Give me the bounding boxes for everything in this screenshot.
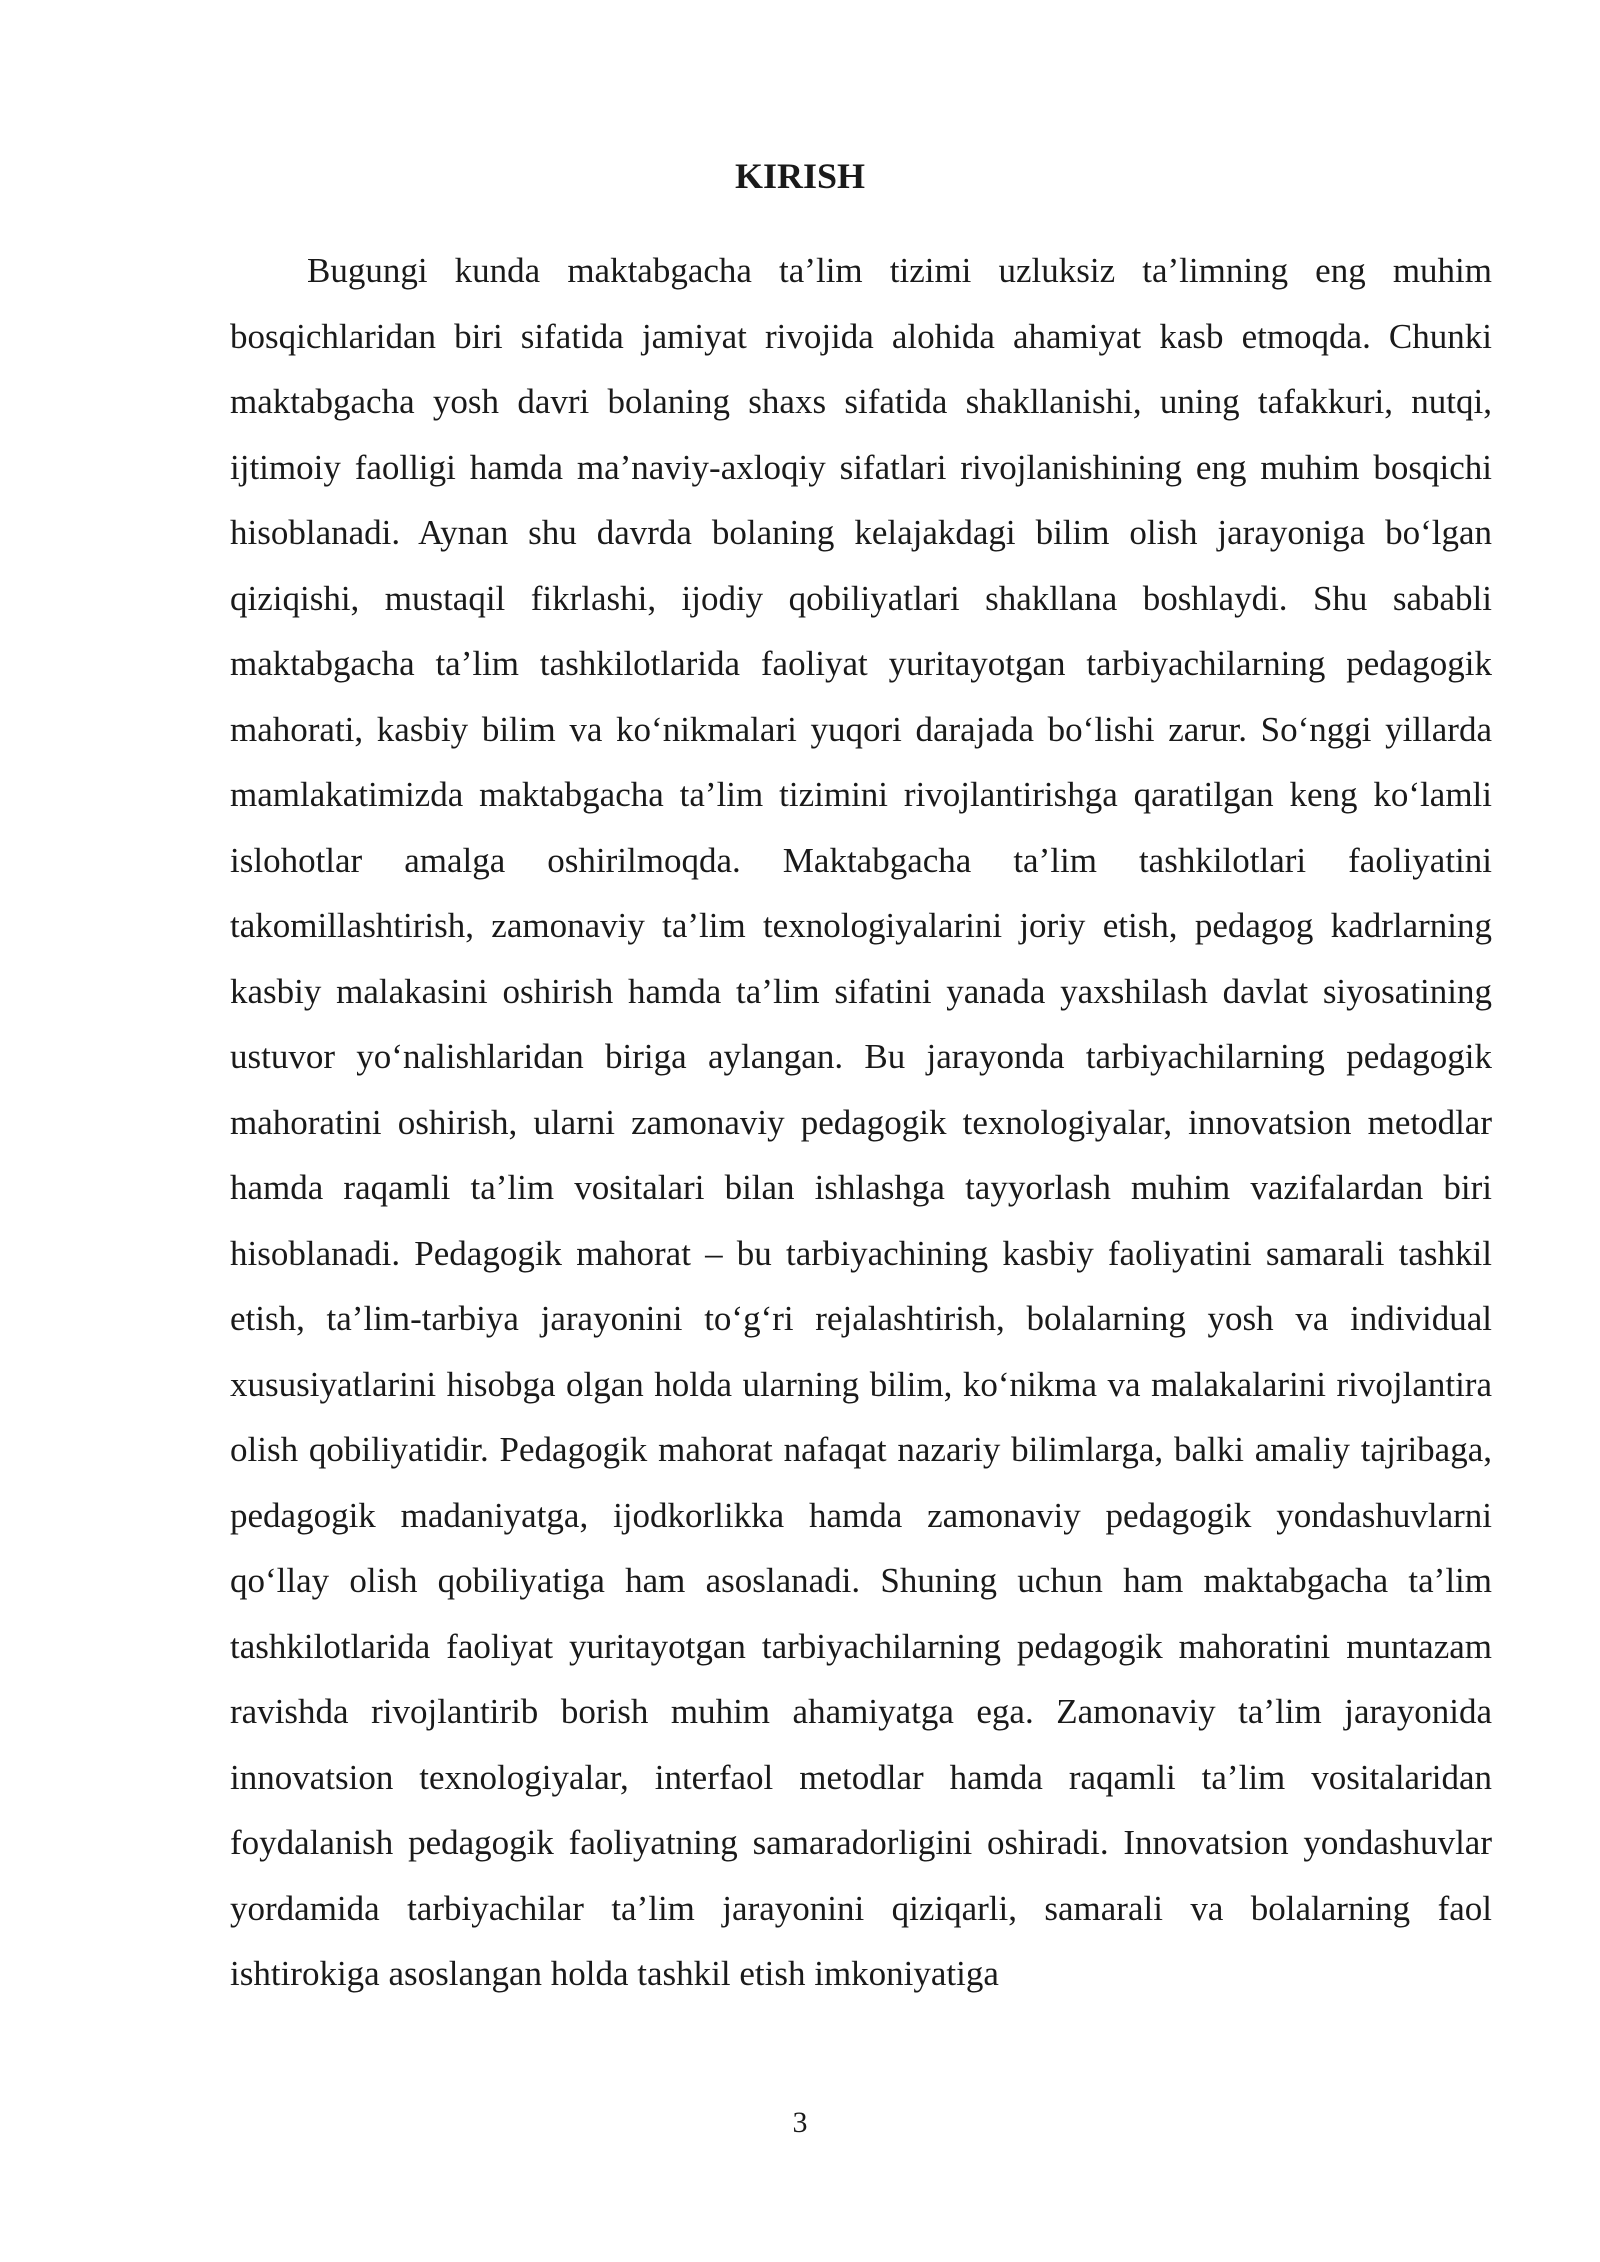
page-number: 3 (792, 2106, 808, 2139)
section-title: KIRISH (734, 156, 866, 196)
body-paragraph: Bugungi kunda maktabgacha ta’lim tizimi uzluksiz ta’limning eng muhim bosqichlaridan biri sifatida jamiyat rivojida alohida ahamiyat kasb etmoqda. Chunki maktabgacha yosh davri bolaning shaxs sifatida shakllanishi, uning tafakkuri, nutqi, ijtimoiy faolligi hamda ma’naviy-axloqiy sifatlari rivojlanishining eng muhim bosqichi hisoblanadi. Aynan shu davrda bolaning kelajakdagi bilim olish jarayoniga bo‘lgan qiziqishi, mustaqil fikrlashi, ijodiy qobiliyatlari shakllana boshlaydi. Shu sababli maktabgacha ta’lim tashkilotlarida faoliyat yuritayotgan tarbiyachilarning pedagogik mahorati, kasbiy bilim va ko‘nikmalari yuqori darajada bo‘lishi zarur. So‘nggi yillarda mamlakatimizda maktabgacha ta’lim tizimini rivojlantirishga qaratilgan keng ko‘lamli islohotlar amalga oshirilmoqda. Maktabgacha ta’lim tashkilotlari faoliyatini takomillashtirish, zamonaviy ta’lim texnologiyalarini joriy etish, pedagog kadrlarning kasbiy malakasini oshirish hamda ta’lim sifatini yanada yaxshilash davlat siyosatining ustuvor yo‘nalishlaridan biriga aylangan. Bu jarayonda tarbiyachilarning pedagogik mahoratini oshirish, ularni zamonaviy pedagogik texnologiyalar, innovatsion metodlar hamda raqamli ta’lim vositalari bilan ishlashga tayyorlash muhim vazifalardan biri hisoblanadi. Pedagogik mahorat – bu tarbiyachining kasbiy faoliyatini samarali tashkil etish, ta’lim-tarbiya jarayonini to‘g‘ri rejalashtirish, bolalarning yosh va individual xususiyatlarini hisobga olgan holda ularning bilim, ko‘nikma va malakalarini rivojlantira olish qobiliyatidir. Pedagogik mahorat nafaqat nazariy bilimlarga, balki amaliy tajribaga, pedagogik madaniyatga, ijodkorlikka hamda zamonaviy pedagogik yondashuvlarni qo‘llay olish qobiliyatiga ham asoslanadi. Shuning uchun ham maktabgacha ta’lim tashkilotlarida faoliyat yuritayotgan tarbiyachilarning pedagogik mahoratini muntazam ravishda rivojlantirib borish muhim ahamiyatga ega. Zamonaviy ta’lim jarayonida innovatsion texnologiyalar, interfaol metodlar hamda raqamli ta’lim vositalaridan foydalanish pedagogik faoliyatning samaradorligini oshiradi. Innovatsion yondashuvlar yordamida tarbiyachilar ta’lim jarayonini qiziqarli, samarali va bolalarning faol ishtirokiga asoslangan holda tashkil etish imkoniyatiga (230, 251, 1492, 1993)
